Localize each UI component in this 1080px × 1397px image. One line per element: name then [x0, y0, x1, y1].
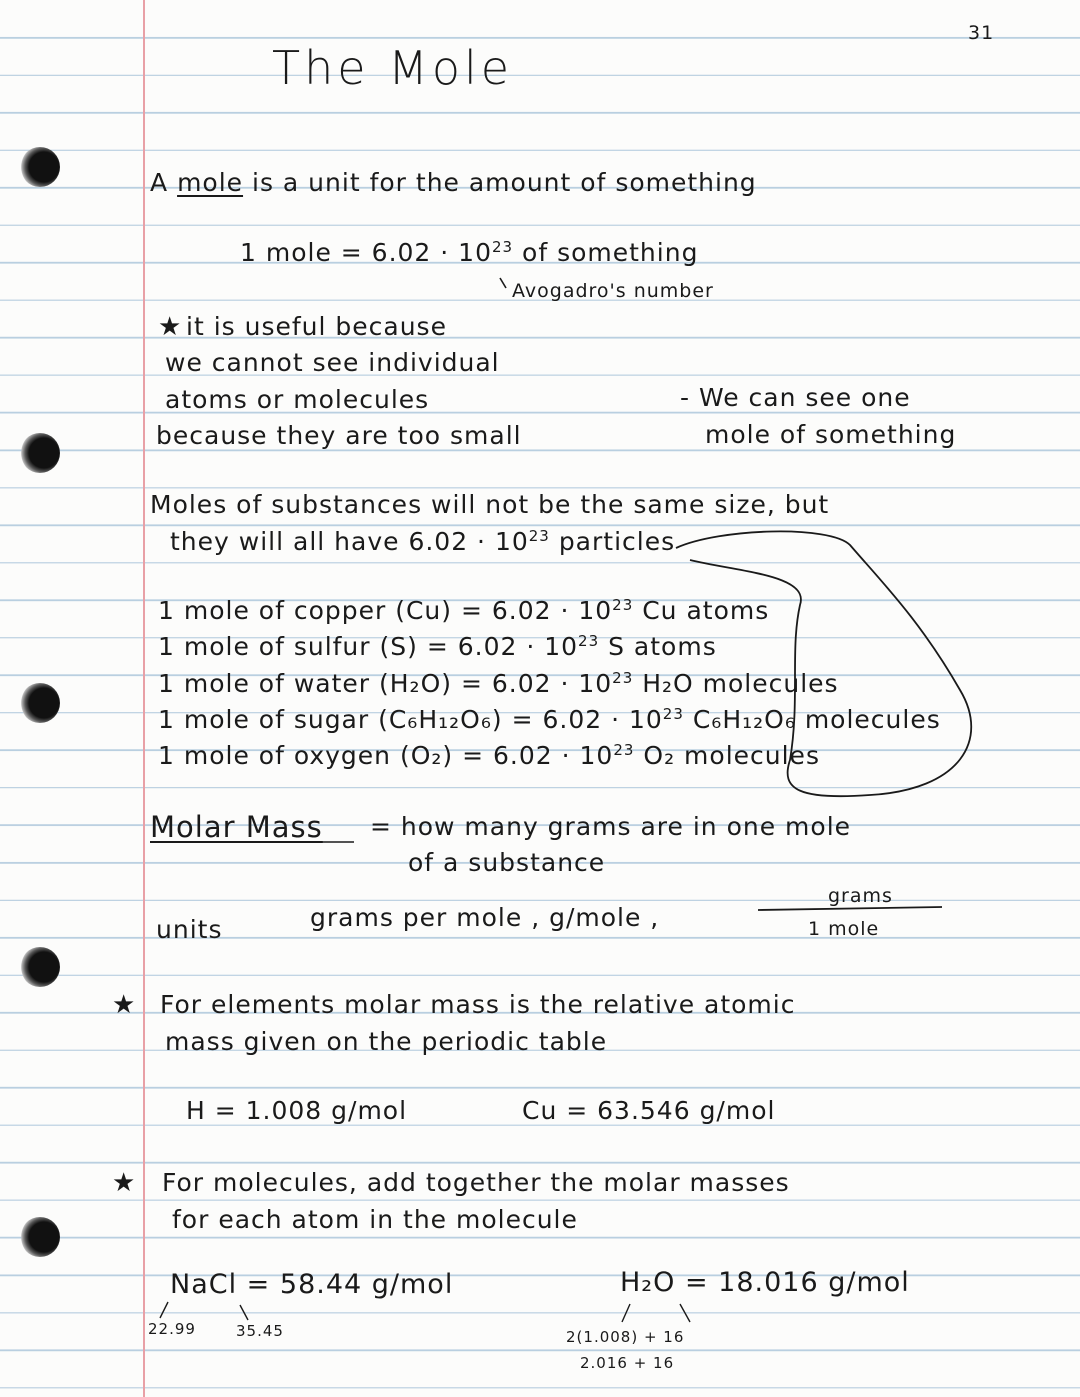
moles-sentence: Moles of substances will not be the same size, but	[150, 490, 830, 519]
hydrogen-mass: H = 1.008 g/mol	[186, 1096, 408, 1125]
intro-line: A mole is a unit for the amount of something	[150, 168, 757, 197]
molar-mass-definition: = how many grams are in one mole	[370, 812, 852, 841]
page-number: 31	[968, 22, 995, 44]
example-row: 1 mole of sulfur $(S) = 6.02 \cdot 10^{23}$ S atoms	[158, 632, 717, 661]
molar-mass-definition: of a substance	[408, 848, 606, 877]
molecules-note: For molecules, add together the molar masses	[162, 1168, 790, 1197]
water-mass: H₂O = 18.016 g/mol	[620, 1267, 910, 1298]
useful-line: it is useful because	[186, 312, 447, 341]
nacl-mass: NaCl = 58.44 g/mol	[170, 1269, 454, 1300]
molar-mass-term: Molar Mass	[150, 810, 323, 844]
moles-sentence: they will all have $6.02 \cdot 10^{23}$ particles	[170, 527, 676, 556]
fraction-bottom: 1 mole	[808, 918, 880, 940]
copper-mass: Cu = 63.546 g/mol	[522, 1096, 776, 1125]
see-one-line: mole of something	[705, 420, 957, 449]
cl-pointer	[240, 1305, 248, 1320]
binder-hole	[20, 947, 60, 987]
example-row: 1 mole of sugar $(C_6H_{12}O_6) = 6.02 \cdot 10^{23}$ C₆H₁₂O₆ molecules	[158, 705, 941, 734]
example-row: 1 mole of water $(H_2O) = 6.02 \cdot 10^{23}$ H₂O molecules	[158, 669, 839, 698]
elements-note: mass given on the periodic table	[165, 1027, 608, 1056]
o-pointer	[680, 1304, 690, 1322]
water-sum: 2.016 + 16	[580, 1354, 675, 1372]
units-text: grams per mole , g/mole ,	[310, 903, 660, 932]
binder-hole	[20, 433, 60, 473]
avogadro-pointer	[500, 278, 506, 288]
page-title: The Mole	[272, 41, 514, 95]
binder-hole	[20, 1217, 60, 1257]
elements-note: For elements molar mass is the relative atomic	[160, 990, 796, 1019]
water-calc: 2(1.008) + 16	[566, 1328, 685, 1346]
fraction-top: grams	[828, 885, 893, 907]
star-icon: ★	[158, 312, 182, 342]
see-one-line: - We can see one	[680, 383, 911, 412]
star-icon: ★	[112, 990, 136, 1020]
units-label: units	[156, 915, 223, 944]
na-pointer	[160, 1302, 168, 1318]
h-pointer	[622, 1304, 630, 1322]
na-mass: 22.99	[148, 1320, 196, 1338]
cl-mass: 35.45	[236, 1322, 284, 1340]
example-row: 1 mole of oxygen $(O_2) = 6.02 \cdot 10^{23}$ O₂ molecules	[158, 741, 820, 770]
binder-hole	[20, 147, 60, 187]
example-row: 1 mole of copper $(Cu) = 6.02 \cdot 10^{23}$ Cu atoms	[158, 596, 770, 625]
star-icon: ★	[112, 1168, 136, 1198]
useful-line: atoms or molecules	[165, 385, 430, 414]
mole-definition: 1 mole = $6.02 \cdot 10^{23}$ of something	[240, 238, 699, 267]
avogadro-label: Avogadro's number	[512, 280, 714, 302]
useful-line: we cannot see individual	[165, 348, 500, 377]
binder-hole	[20, 683, 60, 723]
margin-line	[143, 0, 145, 1397]
fraction-bar	[758, 907, 942, 910]
mole-term: mole	[177, 168, 244, 197]
molecules-note: for each atom in the molecule	[172, 1205, 578, 1234]
useful-line: because they are too small	[156, 421, 522, 450]
